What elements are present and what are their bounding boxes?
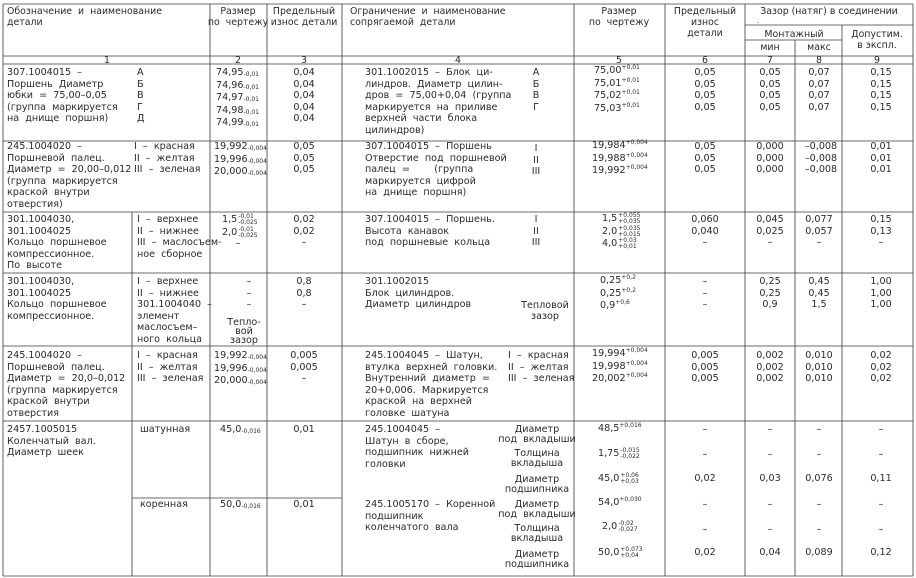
size-base: 20,000 bbox=[214, 375, 248, 386]
size-tolerance-upper: +0,004 bbox=[625, 151, 648, 159]
size-base: 19,992 bbox=[214, 350, 248, 361]
r6a-max-3: 0,076 bbox=[805, 473, 833, 484]
size-tolerance-upper: +0,016 bbox=[619, 422, 642, 429]
r6a-mate-size-3 bbox=[598, 473, 639, 486]
size-base: 19,992 bbox=[214, 141, 248, 152]
r2-groups: I – красная II – желтая III – зеленая bbox=[134, 141, 201, 175]
size-value bbox=[216, 80, 259, 93]
size-base: 19,998 bbox=[592, 360, 626, 372]
r6a-label-2: Толщина вкладыша bbox=[510, 448, 564, 469]
r3-mate-groups: I II III bbox=[531, 214, 541, 248]
header-mate: Ограничение и наименование сопрягаемой детали bbox=[350, 6, 506, 28]
r6a-min-3: 0,03 bbox=[759, 473, 781, 484]
r6b-max-1: – bbox=[816, 499, 822, 510]
size-value bbox=[598, 497, 642, 510]
size-value bbox=[592, 165, 648, 178]
size-value bbox=[600, 300, 636, 313]
size-value bbox=[214, 363, 267, 376]
col-number-9: 9 bbox=[874, 55, 880, 66]
r4-sizes: – – – bbox=[246, 276, 252, 310]
size-tolerance-lower: -0,016 bbox=[241, 428, 261, 435]
r5-min: 0,002 0,002 0,002 bbox=[756, 350, 784, 384]
r6b-mate-size-1 bbox=[598, 497, 642, 510]
r1-mate-sizes bbox=[594, 65, 640, 115]
size-tolerance-upper: +0,004 bbox=[625, 359, 648, 367]
size-tolerance-lower: -0,004 bbox=[247, 366, 267, 374]
r5-mate-groups: I – красная II – желтая III – зеленая bbox=[508, 350, 575, 384]
size-value bbox=[598, 547, 643, 560]
size-base: 75,00 bbox=[594, 65, 622, 76]
size-base: 45,0 bbox=[598, 473, 620, 484]
r3-allowed: 0,15 0,13 – bbox=[870, 214, 892, 248]
size-tolerance: -0,01 -0,025 bbox=[238, 213, 258, 226]
size-tolerance: -0,015 -0,022 bbox=[620, 447, 640, 460]
size-tolerance-lower: -0,01 bbox=[243, 96, 259, 103]
r4-max: 0,45 0,45 1,5 bbox=[808, 276, 830, 310]
col-number-7: 7 bbox=[767, 55, 773, 66]
size-tolerance-upper: +0,2 bbox=[621, 274, 636, 281]
size-tolerance-lower: -0,004 bbox=[247, 379, 267, 386]
size-base: 50,0 bbox=[220, 499, 242, 510]
r6a-max-1: – bbox=[816, 424, 822, 435]
r6a-label-1: Диаметр под вкладыши bbox=[498, 424, 576, 445]
size-base: 19,992 bbox=[592, 165, 626, 176]
header-montage: Монтажный bbox=[764, 29, 824, 40]
size-base: 20,000 bbox=[214, 166, 248, 177]
r1-max: 0,07 0,07 0,07 0,07 bbox=[808, 67, 830, 113]
size-value bbox=[220, 424, 261, 437]
size-tolerance-lower: -0,01 bbox=[243, 121, 259, 128]
size-tolerance-lower: -0,004 bbox=[247, 354, 267, 361]
size-tolerance-upper: +0,004 bbox=[625, 139, 648, 146]
header-min: мин bbox=[760, 42, 780, 53]
header-dot: . bbox=[757, 17, 760, 25]
size-tolerance-lower: -0,01 bbox=[243, 108, 259, 116]
r3-sizes bbox=[222, 213, 258, 249]
size-base: 75,02 bbox=[594, 90, 622, 101]
r4-min: 0,25 0,25 0,9 bbox=[759, 276, 781, 310]
size-tolerance-upper: +0,004 bbox=[625, 347, 648, 354]
size-base: 1,5 bbox=[602, 213, 618, 224]
r6b-label-2: Толщина вкладыша bbox=[510, 523, 564, 544]
r1-sizes bbox=[216, 67, 259, 130]
r5-mate: 245.1004045 – Шатун, втулка верхней головки. Внутренний диаметр = 20+0,006. Маркируется краской на верхней головке шатуна bbox=[365, 350, 498, 419]
size-tolerance-lower: -0,004 bbox=[247, 157, 267, 165]
size-base: 54,0 bbox=[598, 497, 620, 508]
r6b-mate-size-2 bbox=[602, 521, 638, 534]
size-base: 48,5 bbox=[598, 423, 620, 434]
header-gap-group: Зазор (натяг) в соединении bbox=[760, 6, 898, 17]
r4-wear: 0,8 0,8 – bbox=[296, 276, 312, 310]
size-base: 4,0 bbox=[602, 238, 618, 249]
r6b-min-3: 0,04 bbox=[759, 547, 781, 558]
size-tolerance-lower: -0,01 bbox=[243, 71, 259, 78]
r6a-wear-1: – bbox=[702, 424, 708, 435]
size-tolerance-lower: -0,016 bbox=[241, 503, 261, 510]
col-number-3: 3 bbox=[301, 55, 307, 66]
size-base: 19,996 bbox=[214, 153, 248, 165]
r6a-allowed-1: – bbox=[878, 424, 884, 435]
size-tolerance: +0,03 +0,01 bbox=[618, 237, 637, 250]
r4-allowed: 1,00 1,00 1,00 bbox=[870, 276, 892, 310]
r3-groups: I – верхнее II – нижнее III – маслосъем- ное сборное bbox=[137, 214, 222, 260]
size-value bbox=[214, 375, 267, 388]
size-tolerance-lower: -0,01 bbox=[243, 83, 259, 91]
r6a-group: шатунная bbox=[140, 424, 191, 435]
r4-mate-wear: – – – bbox=[702, 276, 708, 310]
size-tolerance-upper: +0,030 bbox=[619, 496, 642, 503]
size-base: 19,996 bbox=[214, 362, 248, 374]
r2-wear: 0,05 0,05 0,05 bbox=[293, 141, 315, 175]
size-base: 74,97 bbox=[216, 92, 244, 103]
header-wear: Предельный износ детали bbox=[270, 6, 338, 28]
col-number-1: 1 bbox=[104, 55, 110, 66]
col-number-5: 5 bbox=[616, 55, 622, 66]
size-tolerance: -0,01 -0,025 bbox=[238, 225, 258, 239]
r6b-group: коренная bbox=[140, 499, 188, 510]
r3-max: 0,077 0,057 – bbox=[805, 214, 833, 248]
r6b-max-3: 0,089 bbox=[805, 547, 833, 558]
size-base: 74,99 bbox=[216, 117, 244, 128]
size-value bbox=[216, 105, 259, 118]
r6b-allowed-3: 0,12 bbox=[870, 547, 892, 558]
size-base: 0,25 bbox=[600, 287, 622, 299]
size-tolerance-upper: +0,01 bbox=[621, 101, 640, 109]
r4-groups: I – верхнее II – нижнее 301.1004040 – элемент маслосъем– ного кольца bbox=[137, 276, 212, 345]
r6b-label-1: Диаметр под вкладыши bbox=[498, 499, 576, 520]
size-tolerance-upper: +0,004 bbox=[625, 372, 648, 379]
size-tolerance: -0,02 -0,027 bbox=[618, 520, 638, 533]
size-value bbox=[214, 166, 267, 179]
col-number-8: 8 bbox=[816, 55, 822, 66]
size-tolerance-upper: +0,004 bbox=[625, 164, 648, 171]
size-tolerance: +0,035 +0,015 bbox=[618, 224, 641, 238]
size-tolerance-upper: +0,01 bbox=[621, 89, 640, 96]
r1-groups: А Б В Г Д bbox=[137, 67, 145, 124]
r5-mate-wear: 0,005 0,005 0,005 bbox=[691, 350, 719, 384]
size-base: 0,25 bbox=[600, 275, 622, 286]
size-value bbox=[602, 238, 640, 251]
r5-mate-sizes bbox=[592, 348, 648, 386]
r6b-min-1: – bbox=[767, 499, 773, 510]
size-value bbox=[222, 214, 258, 227]
size-value bbox=[594, 103, 640, 116]
r6a-size bbox=[220, 424, 261, 437]
size-base: 20,002 bbox=[592, 373, 626, 384]
r2-max: –0,008 –0,008 –0,008 bbox=[804, 141, 838, 175]
size-base: 50,0 bbox=[598, 547, 620, 558]
size-value bbox=[602, 213, 640, 226]
r6b-allowed-2: – bbox=[878, 524, 884, 535]
r3-wear: 0,02 0,02 – bbox=[293, 214, 315, 248]
size-value bbox=[602, 521, 638, 534]
r6a-max-2: – bbox=[816, 449, 822, 460]
r5-wear: 0,005 0,005 – bbox=[290, 350, 318, 384]
size-base: 45,0 bbox=[220, 424, 242, 435]
r6b-label-3: Диаметр подшипника bbox=[504, 549, 570, 570]
r2-part: 245.1004020 – Поршневой палец. Диаметр = 20,00–0,012 (группа маркируется краской внутри отверстия) bbox=[7, 141, 132, 210]
r2-mate-groups: I II III bbox=[531, 143, 541, 177]
header-max: макс bbox=[807, 42, 831, 53]
size-base: 1,5 bbox=[222, 214, 238, 225]
r1-part: 307.1004015 – Поршень Диаметр юбки = 75,00–0,05 (группа маркируется на днище поршня) bbox=[7, 67, 118, 124]
size-value bbox=[220, 499, 261, 512]
size-tolerance: +0,073 +0,04 bbox=[620, 546, 643, 559]
r6b-wear-1: – bbox=[702, 499, 708, 510]
r5-max: 0,010 0,010 0,010 bbox=[805, 350, 833, 384]
r4-mate-groups: Тепловой зазор bbox=[521, 300, 569, 322]
r6a-allowed-3: 0,11 bbox=[870, 473, 892, 484]
r5-part: 245.1004020 – Поршневой палец. Диаметр = 20,0–0,012 (группа маркируется краской внутри отверстия bbox=[7, 350, 126, 419]
size-tolerance: +0,06 +0,03 bbox=[620, 472, 639, 485]
size-tolerance: +0,055 +0,035 bbox=[618, 212, 641, 225]
r6a-wear-2: – bbox=[702, 449, 708, 460]
size-tolerance-lower: -0,004 bbox=[247, 170, 267, 177]
r6b-allowed-1: – bbox=[878, 499, 884, 510]
r6a-min-1: – bbox=[767, 424, 773, 435]
col-number-2: 2 bbox=[235, 55, 241, 66]
size-value bbox=[598, 473, 639, 486]
size-value bbox=[598, 448, 640, 461]
r6a-mate: 245.1004045 – Шатун в сборе, подшипник нижней головки bbox=[365, 424, 470, 470]
r4-mate: 301.1002015 Блок цилиндров. Диаметр цилиндров bbox=[365, 276, 472, 310]
r4-thermal-gap: Тепло- вой зазор bbox=[227, 317, 261, 346]
size-base: 2,0 bbox=[602, 521, 618, 532]
header-mate-wear: Предельный износ детали bbox=[673, 6, 737, 39]
r2-mate-sizes bbox=[592, 140, 648, 178]
r6b-mate: 245.1005170 – Коренной подшипник коленчатого вала bbox=[365, 499, 496, 533]
header-mate-size: Размер по чертежу bbox=[588, 6, 650, 28]
r6b-size bbox=[220, 499, 261, 512]
size-base: 75,03 bbox=[594, 102, 622, 114]
r1-wear: 0,04 0,04 0,04 0,04 0,04 bbox=[293, 67, 315, 124]
size-value bbox=[598, 423, 642, 436]
size-value bbox=[216, 67, 259, 80]
r1-mate-wear: 0,05 0,05 0,05 0,05 bbox=[694, 67, 716, 113]
r5-groups: I – красная II – желтая III – зеленая bbox=[137, 350, 204, 384]
r2-mate: 307.1004015 – Поршень Отверстие под поршневой палец = (группа маркируется цифрой на днище поршня) bbox=[365, 141, 507, 198]
size-base: 74,96 bbox=[216, 79, 244, 91]
header-size: Размер по чертежу bbox=[207, 6, 269, 28]
r6b-wear-3: 0,02 bbox=[694, 547, 716, 558]
col-number-6: 6 bbox=[702, 55, 708, 66]
header-allowed: Допустим. в экспл. bbox=[851, 29, 903, 51]
size-value bbox=[214, 154, 267, 167]
size-base: 19,994 bbox=[592, 348, 626, 359]
size-base: 2,0 bbox=[602, 225, 618, 237]
r6a-mate-size-2 bbox=[598, 448, 640, 461]
r1-mate: 301.1002015 – Блок ци- линдров. Диаметр цилин- дров = 75,00+0,04 (группа маркируется на приливе верхней части блока цилиндров) bbox=[365, 67, 512, 136]
r6b-mate-size-3 bbox=[598, 547, 643, 560]
r6b-min-2: – bbox=[767, 524, 773, 535]
r5-sizes bbox=[214, 350, 267, 388]
r3-mate-sizes bbox=[602, 213, 640, 251]
size-value bbox=[214, 350, 267, 363]
size-base: 2,0 bbox=[222, 226, 238, 238]
r1-min: 0,05 0,05 0,05 0,05 bbox=[759, 67, 781, 113]
size-base: 0,9 bbox=[600, 300, 616, 311]
r6a-min-2: – bbox=[767, 449, 773, 460]
col-number-4: 4 bbox=[455, 55, 461, 66]
size-tolerance-upper: +0,2 bbox=[621, 286, 636, 294]
r3-mate-wear: 0,060 0,040 – bbox=[691, 214, 719, 248]
size-tolerance-upper: +0,01 bbox=[621, 76, 640, 84]
size-tolerance-upper: +0,01 bbox=[621, 64, 640, 71]
r6b-max-2: – bbox=[816, 524, 822, 535]
size-base: 74,95 bbox=[216, 67, 244, 78]
size-base: 19,984 bbox=[592, 140, 626, 151]
size-base: 19,988 bbox=[592, 152, 626, 164]
r6a-mate-size-1 bbox=[598, 423, 642, 436]
size-base: 1,75 bbox=[598, 448, 620, 459]
size-value bbox=[216, 117, 259, 130]
header-part: Обозначение и наименование детали bbox=[7, 6, 162, 28]
r6a-wear: 0,01 bbox=[293, 424, 315, 435]
r6a-label-3: Диаметр подшипника bbox=[504, 474, 570, 495]
r1-allowed: 0,15 0,15 0,15 0,15 bbox=[870, 67, 892, 113]
size-tolerance-upper: +0,6 bbox=[615, 299, 630, 306]
r3-min: 0,045 0,025 – bbox=[756, 214, 784, 248]
r6a-allowed-2: – bbox=[878, 449, 884, 460]
r4-mate-sizes bbox=[600, 275, 636, 313]
r6a-wear-3: 0,02 bbox=[694, 473, 716, 484]
size-value bbox=[216, 92, 259, 105]
r2-mate-wear: 0,05 0,05 0,05 bbox=[694, 141, 716, 175]
r2-sizes bbox=[214, 141, 267, 179]
r3-size-dash: – bbox=[235, 238, 241, 249]
r2-allowed: 0,01 0,01 0,01 bbox=[870, 141, 892, 175]
size-value bbox=[214, 141, 267, 154]
size-value bbox=[592, 373, 648, 386]
r2-min: 0,000 0,000 0,000 bbox=[756, 141, 784, 175]
r5-allowed: 0,02 0,02 0,02 bbox=[870, 350, 892, 384]
r6-part: 2457.1005015 Коленчатый вал. Диаметр шеек bbox=[7, 424, 96, 458]
r6b-wear: 0,01 bbox=[293, 499, 315, 510]
size-base: 75,01 bbox=[594, 77, 622, 89]
r3-mate: 307.1004015 – Поршень. Высота канавок под поршневые кольца bbox=[365, 214, 495, 248]
r4-part: 301.1004030, 301.1004025 Кольцо поршневое компрессионное. bbox=[7, 276, 107, 322]
r6b-wear-2: – bbox=[702, 524, 708, 535]
r1-mate-groups: А Б В Г bbox=[532, 67, 540, 113]
size-tolerance-lower: -0,004 bbox=[247, 145, 267, 152]
size-base: 74,98 bbox=[216, 104, 244, 116]
r3-part: 301.1004030, 301.1004025 Кольцо поршневое компрессионное. По высоте bbox=[7, 214, 107, 271]
